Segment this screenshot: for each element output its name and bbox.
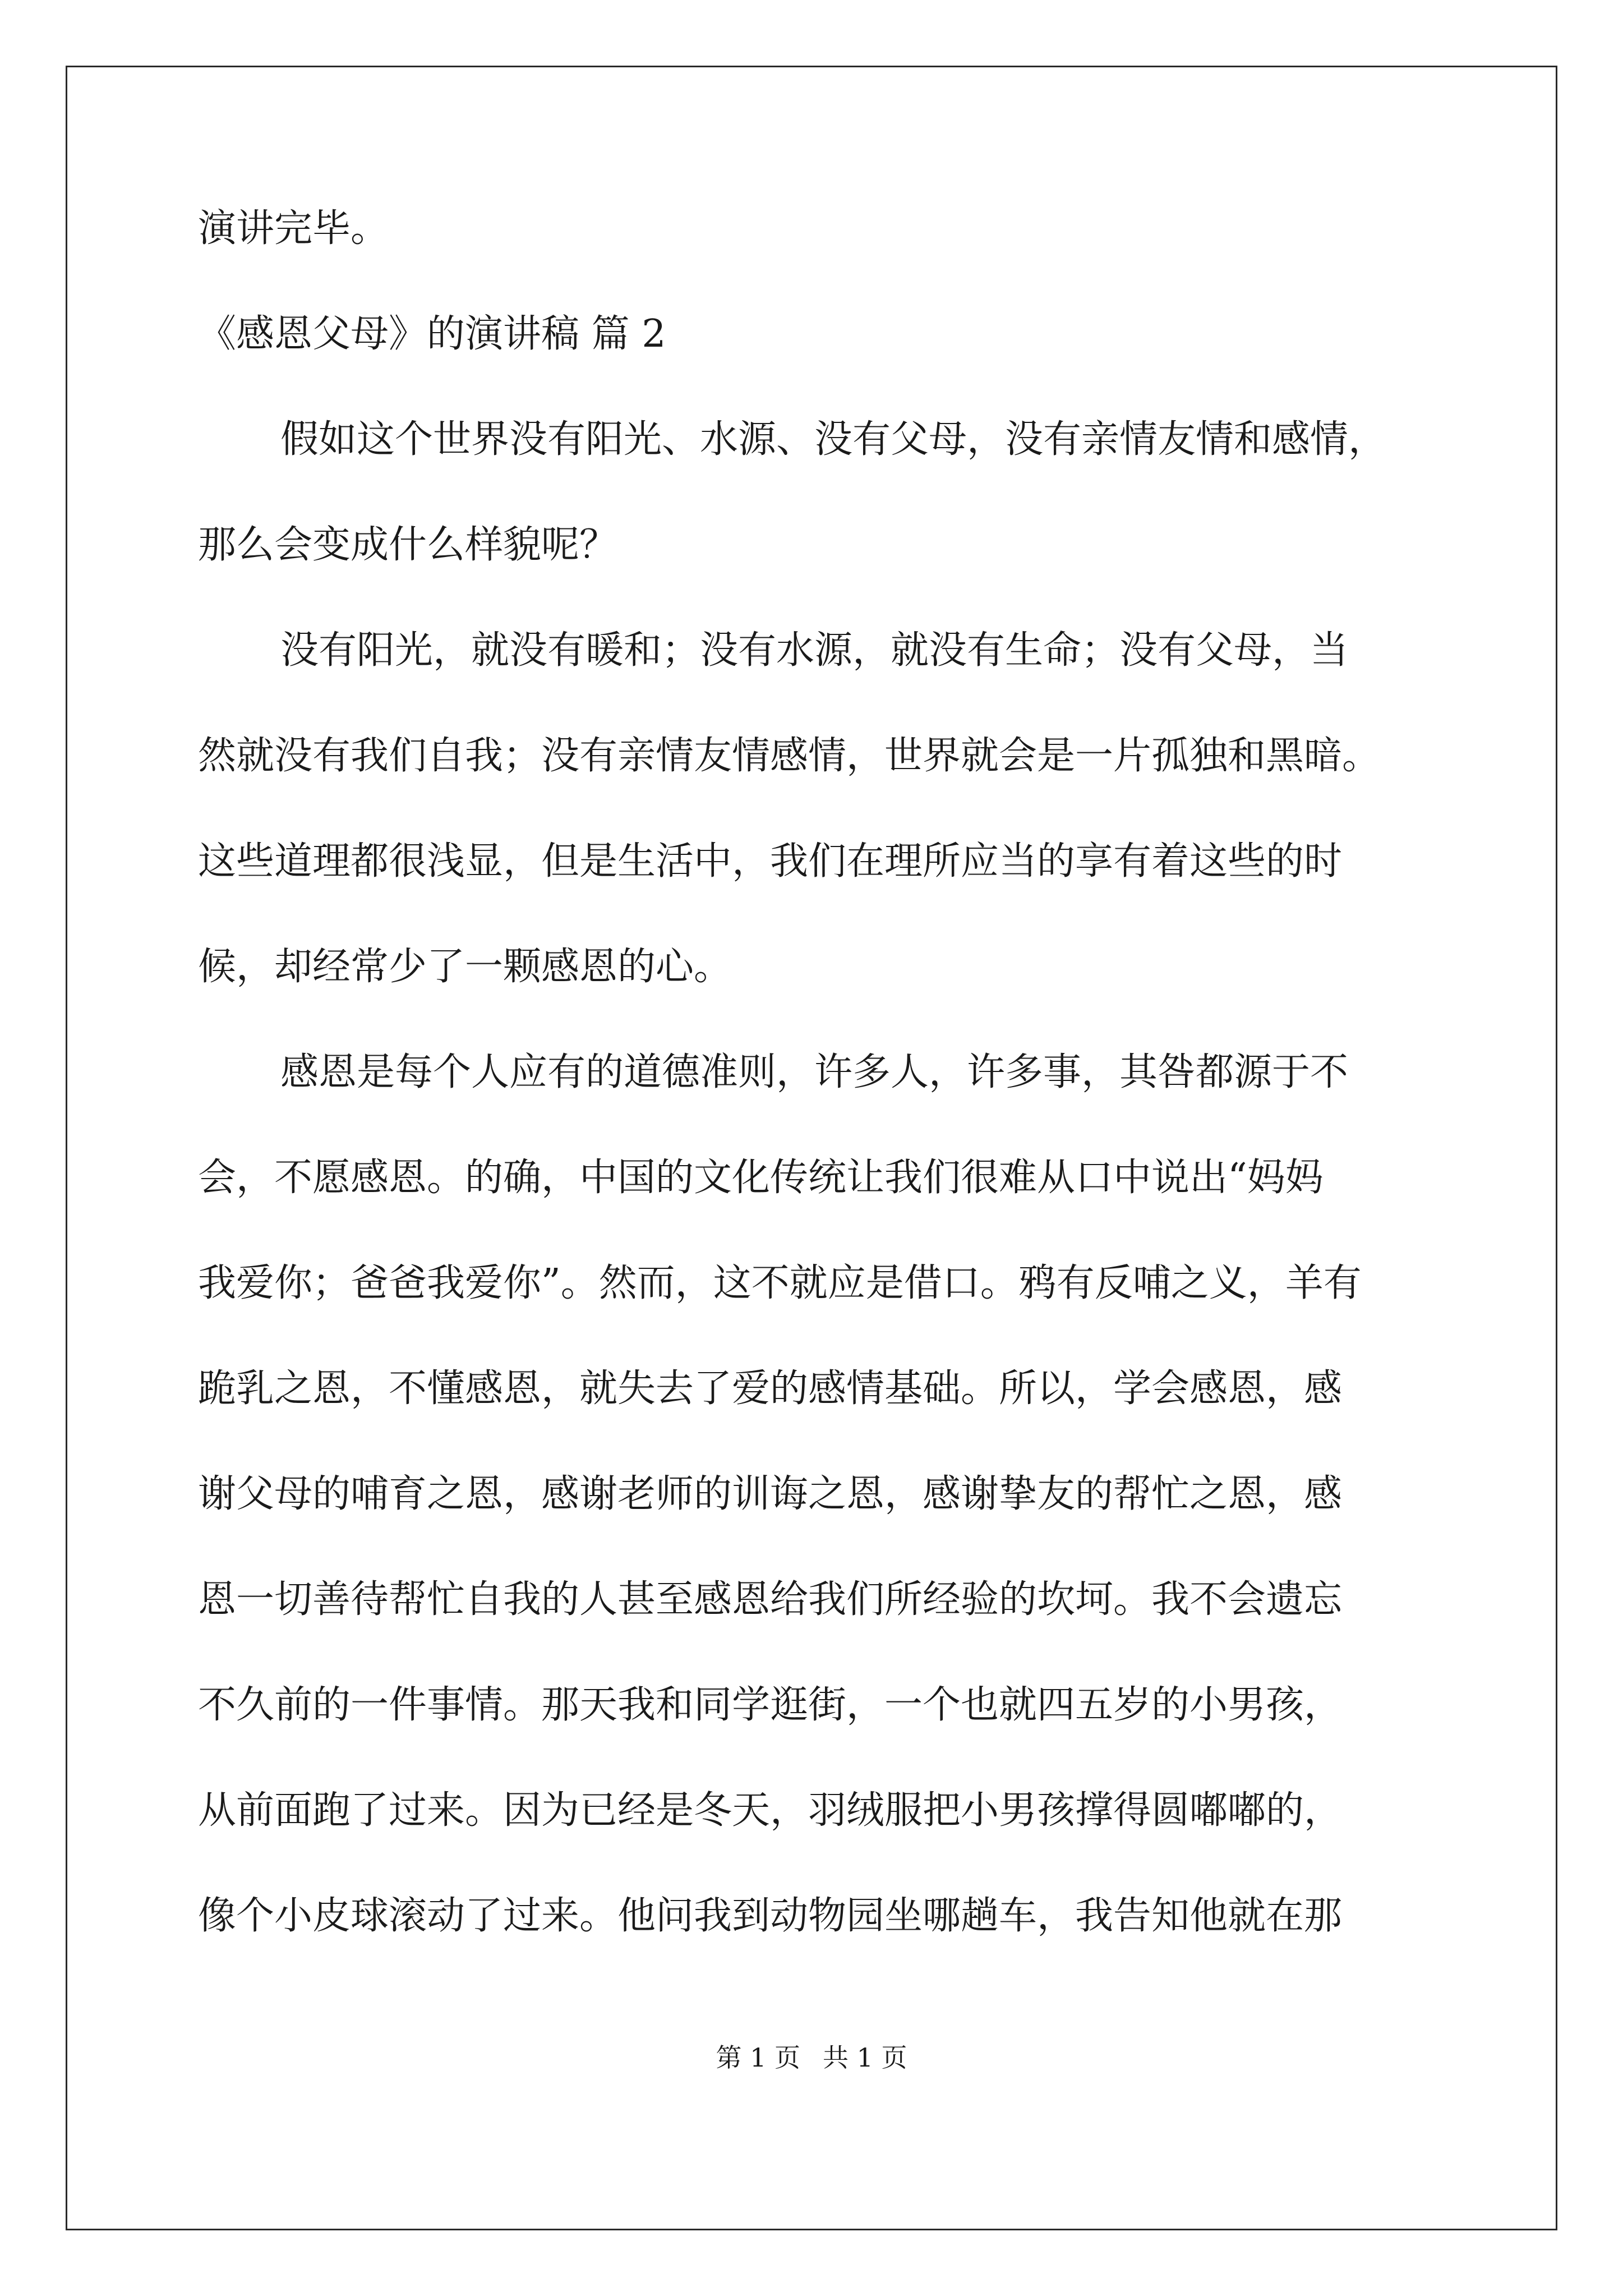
paragraph-3-line-1: 感恩是每个人应有的道德准则，许多人，许多事，其咎都源于不 [280, 1050, 1349, 1094]
paragraph-3-line-6: 恩一切善待帮忙自我的人甚至感恩给我们所经验的坎坷。我不会遗忘 [198, 1577, 1343, 1622]
section-heading: 《感恩父母》的演讲稿 篇 2 [198, 312, 666, 356]
closing-line: 演讲完毕。 [198, 206, 389, 251]
page-number-total: 共 1 页 [823, 2042, 907, 2073]
paragraph-3-line-5: 谢父母的哺育之恩，感谢老师的训诲之恩，感谢挚友的帮忙之恩，感 [198, 1472, 1343, 1516]
paragraph-2-line-1: 没有阳光，就没有暖和；没有水源，就没有生命；没有父母，当 [280, 628, 1349, 673]
paragraph-2-line-4: 候，却经常少了一颗感恩的心。 [198, 945, 732, 989]
document-body [198, 208, 1432, 1938]
paragraph-1-line-2: 那么会变成什么样貌呢？ [198, 523, 618, 567]
paragraph-3-line-8: 从前面跑了过来。因为已经是冬天，羽绒服把小男孩撑得圆嘟嘟的， [198, 1788, 1343, 1833]
page-number-current: 第 1 页 [716, 2042, 800, 2073]
paragraph-3-line-3: 我爱你；爸爸我爱你”。然而，这不就应是借口。鸦有反哺之义，羊有 [198, 1261, 1362, 1305]
paragraph-3-line-4: 跪乳之恩，不懂感恩，就失去了爱的感情基础。所以，学会感恩，感 [198, 1366, 1343, 1411]
paragraph-3-line-2: 会，不愿感恩。的确，中国的文化传统让我们很难从口中说出“妈妈 [198, 1156, 1324, 1200]
page-footer [0, 2042, 1623, 2073]
paragraph-3-line-9: 像个小皮球滚动了过来。他问我到动物园坐哪趟车，我告知他就在那 [198, 1894, 1343, 1938]
paragraph-2-line-2: 然就没有我们自我；没有亲情友情感情，世界就会是一片孤独和黑暗。 [198, 734, 1381, 778]
paragraph-1-line-1: 假如这个世界没有阳光、水源、没有父母，没有亲情友情和感情， [280, 417, 1387, 462]
paragraph-2-line-3: 这些道理都很浅显，但是生活中，我们在理所应当的享有着这些的时 [198, 839, 1343, 884]
paragraph-3-line-7: 不久前的一件事情。那天我和同学逛街，一个也就四五岁的小男孩， [198, 1683, 1343, 1727]
